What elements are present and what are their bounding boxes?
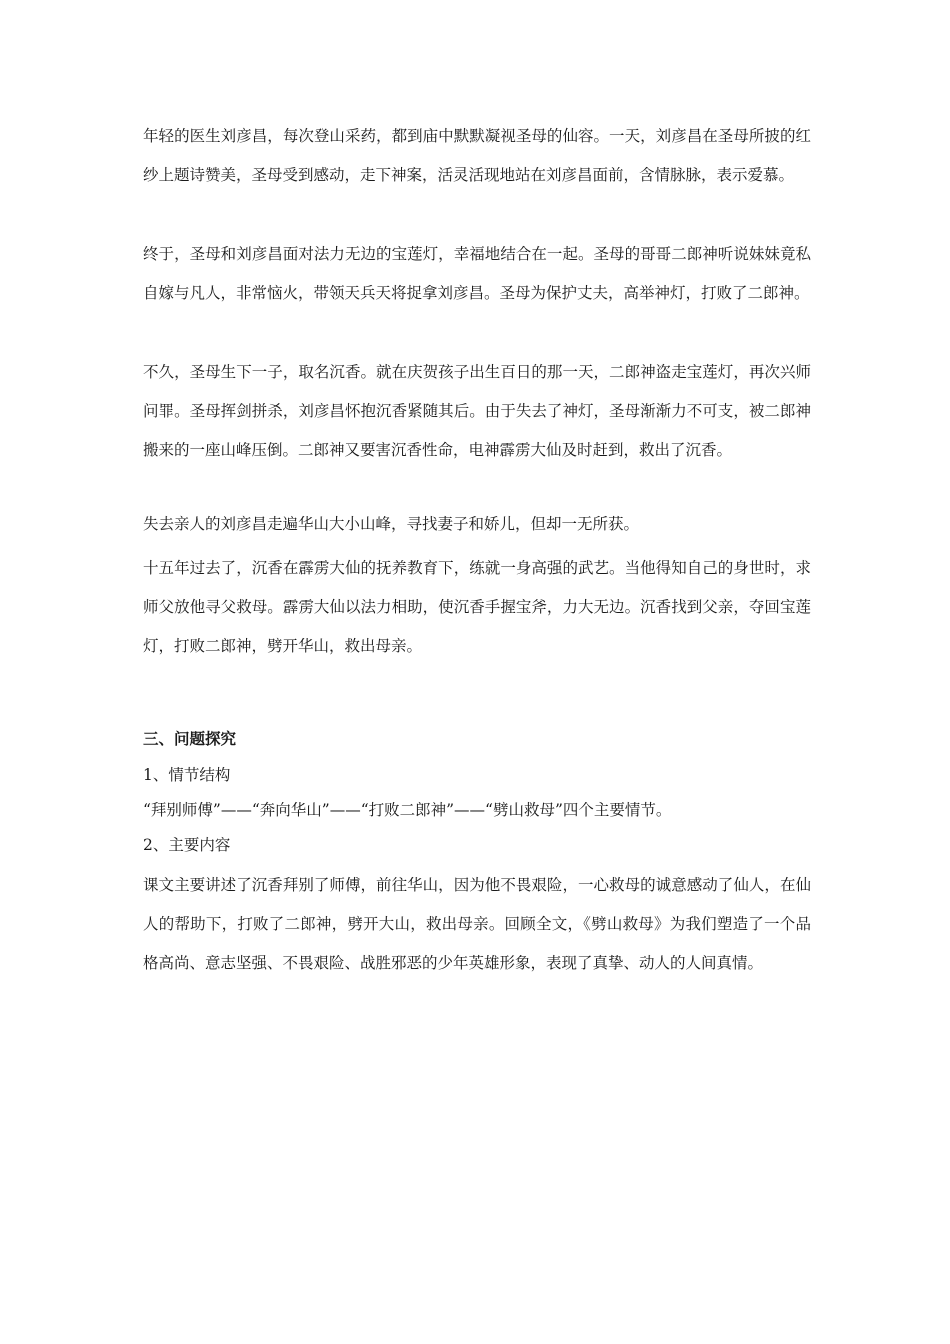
- story-paragraph-3: 不久，圣母生下一子，取名沉香。就在庆贺孩子出生百日的那一天，二郎神盗走宝莲灯，再次兴师问罪。圣母挥剑拼杀，刘彦昌怀抱沉香紧随其后。由于失去了神灯，圣母渐渐力不可支，被二郎神搬来的一座山峰压倒。二郎神又要害沉香性命，电神霹雳大仙及时赶到，救出了沉香。: [143, 363, 811, 459]
- section-heading: 三、问题探究: [143, 729, 237, 748]
- plot-structure-text: “拜别师傅”——“奔向华山”——“打败二郎神”——“劈山救母”四个主要情节。: [143, 801, 672, 819]
- story-paragraph-4: 失去亲人的刘彦昌走遍华山大小山峰，寻找妻子和娇儿，但却一无所获。: [143, 515, 640, 533]
- main-content-title: 2、主要内容: [143, 836, 231, 854]
- story-paragraph-1: 年轻的医生刘彦昌，每次登山采药，都到庙中默默凝视圣母的仙容。一天，刘彦昌在圣母所披的红纱上题诗赞美，圣母受到感动，走下神案，活灵活现地站在刘彦昌面前，含情脉脉，表示爱慕。: [143, 127, 811, 184]
- plot-structure-title: 1、情节结构: [143, 766, 231, 784]
- story-paragraph-2: 终于，圣母和刘彦昌面对法力无边的宝莲灯，幸福地结合在一起。圣母的哥哥二郎神听说妹妹竟私自嫁与凡人，非常恼火，带领天兵天将捉拿刘彦昌。圣母为保护丈夫，高举神灯，打败了二郎神。: [143, 245, 811, 302]
- story-paragraph-5: 十五年过去了，沉香在霹雳大仙的抚养教育下，练就一身高强的武艺。当他得知自己的身世时，求师父放他寻父救母。霹雳大仙以法力相助，使沉香手握宝斧，力大无边。沉香找到父亲，夺回宝莲灯，打败二郎神，劈开华山，救出母亲。: [143, 559, 811, 655]
- main-content-text: 课文主要讲述了沉香拜别了师傅，前往华山，因为他不畏艰险，一心救母的诚意感动了仙人，在仙人的帮助下，打败了二郎神，劈开大山，救出母亲。回顾全文，《劈山救母》为我们塑造了一个品格高尚、意志坚强、不畏艰险、战胜邪恶的少年英雄形象，表现了真挚、动人的人间真情。: [143, 876, 811, 972]
